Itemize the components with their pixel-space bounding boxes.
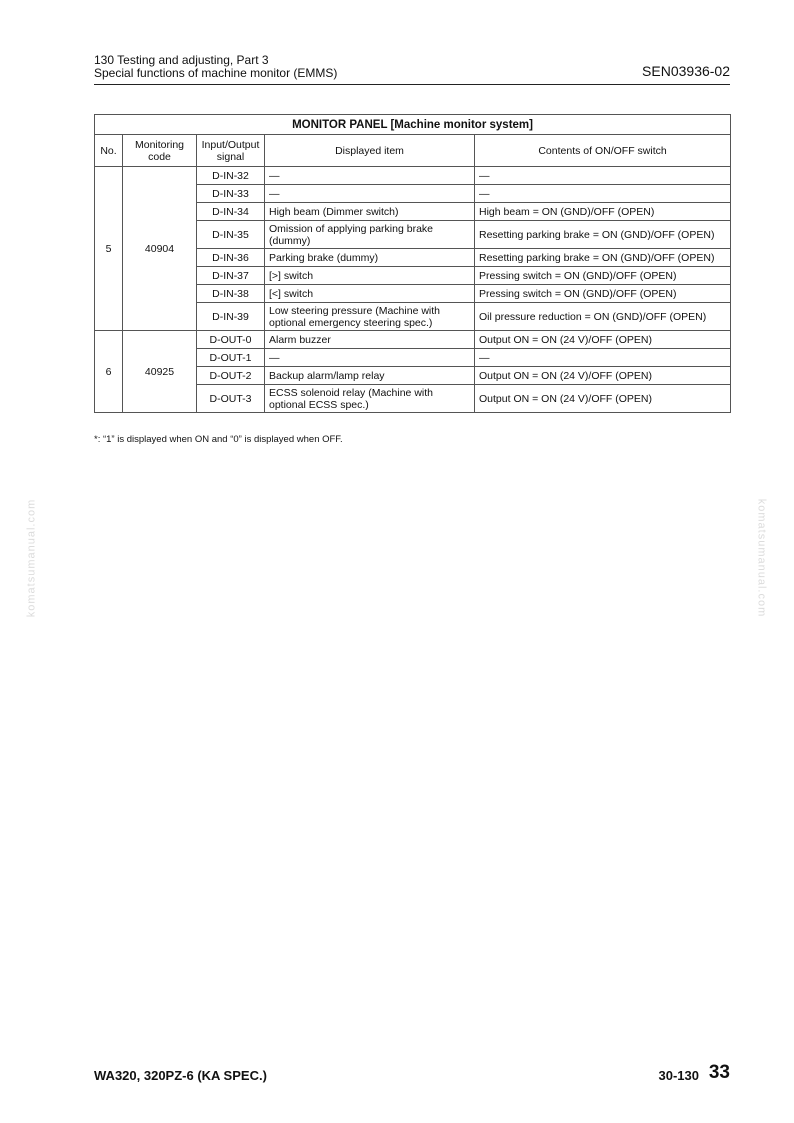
signal-cell: D-IN-37	[197, 267, 265, 285]
item-cell: —	[265, 349, 475, 367]
item-cell: Low steering pressure (Machine with optional emergency steering spec.)	[265, 303, 475, 331]
signal-cell: D-IN-32	[197, 167, 265, 185]
page-number: 33	[708, 1062, 730, 1083]
document-code: SEN03936-02	[642, 63, 730, 79]
signal-cell: D-IN-34	[197, 203, 265, 221]
item-cell: Alarm buzzer	[265, 331, 475, 349]
watermark-right: komatsumanual.com	[755, 498, 768, 618]
contents-cell: Oil pressure reduction = ON (GND)/OFF (OPEN)	[475, 303, 731, 331]
page-footer	[94, 1062, 730, 1088]
item-cell: [>] switch	[265, 267, 475, 285]
signal-cell: D-IN-39	[197, 303, 265, 331]
contents-cell: Output ON = ON (24 V)/OFF (OPEN)	[475, 331, 731, 349]
subsection-title: Special functions of machine monitor (EMMS)	[94, 66, 338, 80]
group-no: 5	[95, 167, 123, 331]
col-header-no: No.	[95, 135, 123, 167]
table-title: MONITOR PANEL [Machine monitor system]	[95, 115, 731, 135]
table-row	[95, 167, 731, 185]
col-header-monitoring-code: Monitoring code	[123, 135, 197, 167]
contents-cell: High beam = ON (GND)/OFF (OPEN)	[475, 203, 731, 221]
signal-cell: D-OUT-2	[197, 367, 265, 385]
table-row	[95, 331, 731, 349]
table-footnote: *: “1” is displayed when ON and “0” is displayed when OFF.	[94, 434, 343, 445]
contents-cell: Pressing switch = ON (GND)/OFF (OPEN)	[475, 267, 731, 285]
item-cell: Parking brake (dummy)	[265, 249, 475, 267]
contents-cell: —	[475, 349, 731, 367]
watermark-left: komatsumanual.com	[25, 498, 38, 618]
machine-model: WA320, 320PZ-6 (KA SPEC.)	[94, 1068, 267, 1083]
contents-cell: —	[475, 185, 731, 203]
signal-cell: D-IN-33	[197, 185, 265, 203]
item-cell: [<] switch	[265, 285, 475, 303]
signal-cell: D-OUT-0	[197, 331, 265, 349]
item-cell: Backup alarm/lamp relay	[265, 367, 475, 385]
page-code: 30-130	[658, 1068, 699, 1083]
item-cell: —	[265, 167, 475, 185]
col-header-io-signal: Input/Output signal	[197, 135, 265, 167]
monitoring-code: 40904	[123, 167, 197, 331]
signal-cell: D-OUT-1	[197, 349, 265, 367]
page-header	[94, 54, 730, 85]
monitor-panel-table	[94, 114, 731, 413]
contents-cell: Output ON = ON (24 V)/OFF (OPEN)	[475, 367, 731, 385]
signal-cell: D-IN-38	[197, 285, 265, 303]
contents-cell: —	[475, 167, 731, 185]
item-cell: High beam (Dimmer switch)	[265, 203, 475, 221]
item-cell: Omission of applying parking brake (dummy)	[265, 221, 475, 249]
signal-cell: D-IN-36	[197, 249, 265, 267]
contents-cell: Pressing switch = ON (GND)/OFF (OPEN)	[475, 285, 731, 303]
item-cell: ECSS solenoid relay (Machine with optional ECSS spec.)	[265, 385, 475, 413]
contents-cell: Resetting parking brake = ON (GND)/OFF (OPEN)	[475, 221, 731, 249]
monitoring-code: 40925	[123, 331, 197, 413]
contents-cell: Resetting parking brake = ON (GND)/OFF (OPEN)	[475, 249, 731, 267]
group-no: 6	[95, 331, 123, 413]
signal-cell: D-OUT-3	[197, 385, 265, 413]
contents-cell: Output ON = ON (24 V)/OFF (OPEN)	[475, 385, 731, 413]
signal-cell: D-IN-35	[197, 221, 265, 249]
item-cell: —	[265, 185, 475, 203]
col-header-displayed-item: Displayed item	[265, 135, 475, 167]
section-title: 130 Testing and adjusting, Part 3	[94, 53, 269, 67]
col-header-contents: Contents of ON/OFF switch	[475, 135, 731, 167]
